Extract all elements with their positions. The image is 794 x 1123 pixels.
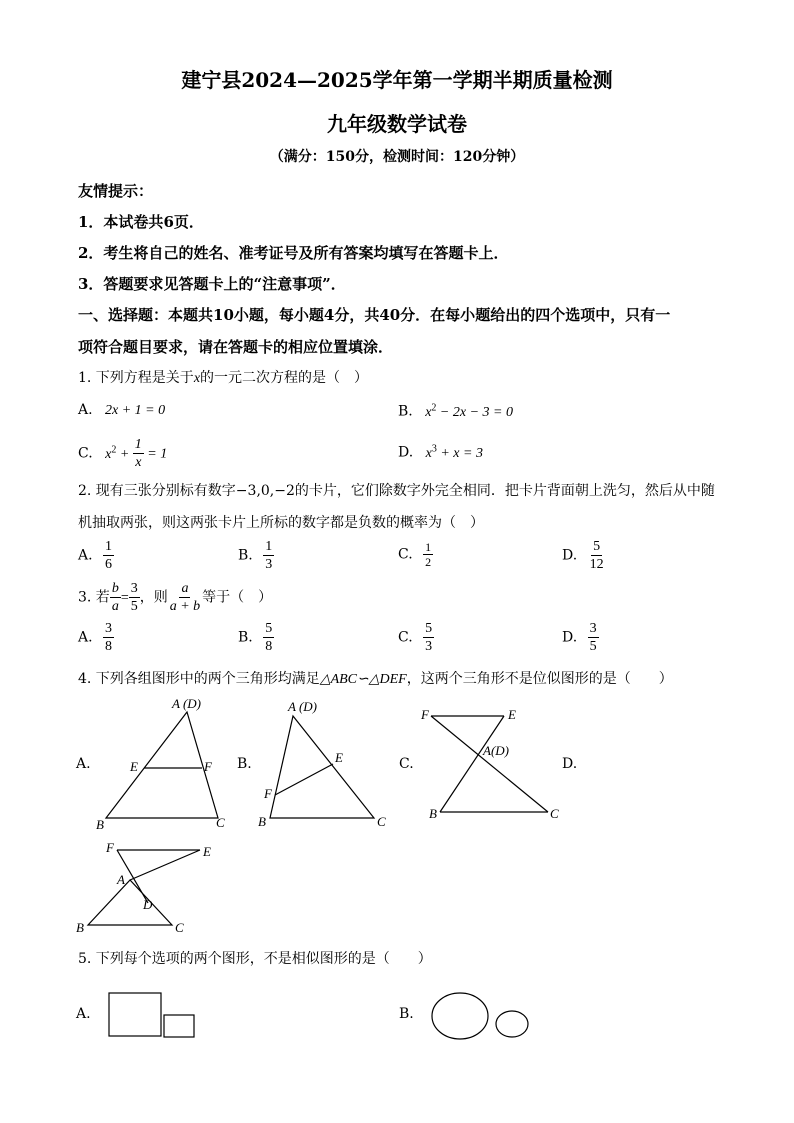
q1-option-b-label: B. (398, 403, 413, 420)
q4-b-triangle-abc (270, 716, 374, 818)
q2-d-num: 5 (593, 539, 601, 554)
q4-d-triangle-abc (88, 880, 172, 925)
q4-b-label-f: F (264, 786, 272, 801)
q1-var: x (193, 371, 201, 386)
q4-option-d-label[interactable]: D. (562, 756, 578, 772)
q3-a-num: 3 (105, 621, 113, 636)
q4-d-label-f: F (106, 840, 114, 855)
q3-eq: = (120, 590, 129, 606)
q4-option-c-label[interactable]: C. (399, 756, 414, 772)
q1-option-c-label: C. (78, 445, 93, 462)
q3-a-den: 8 (105, 639, 113, 654)
q2-c-den: 2 (425, 555, 432, 569)
q2-option-d-label: D. (562, 547, 578, 564)
q4-b-segment-ef (275, 764, 333, 795)
q4-stem-part-a: 4. 下列各组图形中的两个三角形均满足 (78, 671, 320, 687)
tips-heading: 友情提示： (78, 182, 154, 200)
q3-f2-den: 5 (130, 599, 138, 614)
q3-option-b-label: B. (238, 629, 253, 646)
q1-c-base: x (105, 446, 112, 462)
q4-c-label-b: B (429, 806, 437, 821)
q4-a-triangle-abc (106, 712, 218, 818)
exam-title: 建宁县2024—2025学年第一学期半期质量检测 (181, 68, 613, 92)
q4-c-label-ad: A(D) (483, 743, 509, 758)
exam-info: （满分：150分，检测时间：120分钟） (269, 149, 525, 165)
q4-figure-a (106, 712, 218, 818)
q4-figure-c (431, 716, 548, 812)
section-1-line-1: 一、选择题：本题共10小题，每小题4分，共40分．在每小题给出的四个选项中，只有一 (78, 306, 671, 324)
q2-option-b-label: B. (238, 547, 253, 564)
q1-b-base: x (425, 404, 432, 420)
q3-d-num: 3 (589, 621, 597, 636)
q4-a-label-f: F (204, 759, 212, 774)
q1-d-exp: 3 (431, 443, 437, 454)
tip-1: 1．本试卷共6页． (78, 213, 204, 231)
q5-option-a-label[interactable]: A. (76, 1006, 91, 1022)
q4-d-label-e: E (203, 844, 211, 859)
q3-f1-num: b (111, 581, 119, 596)
q5-figure-a (109, 993, 194, 1037)
q4-b-label-ad: A (D) (288, 699, 318, 714)
q4-c-label-f: F (421, 707, 429, 722)
q1-option-d-label: D. (398, 444, 414, 461)
q5-a-large-rectangle (109, 993, 161, 1036)
q2-a-num: 1 (105, 539, 113, 554)
q1-stem-part-a: 1. 下列方程是关于 (78, 370, 194, 386)
q5-b-large-circle (432, 993, 488, 1039)
q2-d-den: 12 (589, 557, 604, 572)
q3-option-d-label: D. (562, 629, 578, 646)
q2-stem-line-1: 2. 现有三张分别标有数字−3,0,−2的卡片，它们除数字外完全相同．把卡片背面朝上洗匀，然后从中随 (78, 483, 715, 499)
q3-b-num: 5 (265, 621, 273, 636)
q2-option-a-label: A. (78, 547, 93, 564)
q4-d-label-c: C (175, 920, 184, 935)
q4-option-b-label[interactable]: B. (237, 756, 252, 772)
q3-f3-num: a (181, 581, 189, 596)
q4-figure-b (270, 716, 374, 818)
q3-d-den: 5 (589, 639, 597, 654)
q3-post: 等于（ ） (202, 589, 273, 606)
q3-c-den: 3 (425, 639, 433, 654)
q2-option-c-label: C. (398, 546, 413, 563)
q3-option-a-label: A. (78, 629, 93, 646)
q1-c-exp: 2 (111, 443, 117, 455)
q3-f3-den: a + b (169, 599, 201, 614)
q1-option-a-expr: 2x + 1 = 0 (105, 403, 166, 418)
tip-3: 3．答题要求见答题卡上的“注意事项”． (78, 275, 346, 293)
q3-mid: ，则 (139, 589, 168, 606)
q4-d-segment-ea (130, 850, 200, 880)
q4-d-label-a: A (117, 872, 125, 887)
q2-a-den: 6 (105, 557, 113, 572)
section-1-line-2: 项符合题目要求，请在答题卡的相应位置填涂． (78, 338, 394, 356)
q4-a-label-c: C (216, 815, 225, 830)
q5-b-small-circle (496, 1011, 528, 1037)
exam-subtitle: 九年级数学试卷 (327, 112, 467, 136)
q2-b-den: 3 (265, 557, 273, 572)
q5-stem: 5. 下列每个选项的两个图形，不是相似图形的是（ ） (78, 951, 432, 967)
q4-d-label-d: D (143, 897, 153, 912)
q4-c-label-e: E (508, 707, 516, 722)
q3-f2-num: 3 (130, 581, 138, 596)
q5-a-small-rectangle (164, 1015, 194, 1037)
q2-b-num: 1 (265, 539, 273, 554)
q3-f1-den: a (111, 599, 119, 614)
q4-similarity: △ABC∽△DEF (319, 672, 407, 687)
q5-figure-b (432, 993, 528, 1039)
q1-c-den: x (135, 455, 142, 470)
q4-a-label-e: E (130, 759, 138, 774)
q4-a-label-b: B (96, 817, 104, 832)
q4-b-label-c: C (377, 814, 386, 829)
tip-2: 2．考生将自己的姓名、准考证号及所有答案均填写在答题卡上． (78, 244, 509, 262)
q4-c-label-c: C (550, 806, 559, 821)
q4-d-label-b: B (76, 920, 84, 935)
q2-stem-line-2: 机抽取两张，则这两张卡片上所标的数字都是负数的概率为（ ） (78, 515, 484, 531)
q4-b-label-e: E (335, 750, 343, 765)
q1-c-num: 1 (134, 437, 142, 452)
q4-stem-part-b: ，这两个三角形不是位似图形的是（ ） (406, 671, 673, 687)
q1-c-rest: = 1 (143, 446, 168, 462)
q4-a-label-ad: A (D) (172, 696, 202, 711)
q4-figure-d (88, 850, 200, 925)
q1-b-exp: 2 (431, 402, 437, 413)
q4-c-segment-eb (440, 716, 504, 812)
q4-b-label-b: B (258, 814, 266, 829)
q1-d-rest: + x = 3 (436, 445, 483, 461)
q5-option-b-label[interactable]: B. (399, 1006, 414, 1022)
q3-option-c-label: C. (398, 629, 413, 646)
q2-c-num: 1 (425, 540, 432, 554)
q4-option-a-label[interactable]: A. (76, 756, 91, 772)
q1-stem-part-b: 的一元二次方程的是（ ） (200, 370, 369, 386)
q1-d-base: x (425, 445, 432, 461)
q3-c-num: 5 (425, 621, 433, 636)
q1-b-rest: − 2x − 3 = 0 (436, 404, 513, 420)
q1-option-a-label: A. (78, 402, 93, 418)
q3-pre: 3. 若 (78, 589, 110, 606)
q1-c-plus: + (116, 446, 133, 462)
q4-c-segment-fc (431, 716, 548, 812)
q3-b-den: 8 (265, 639, 273, 654)
